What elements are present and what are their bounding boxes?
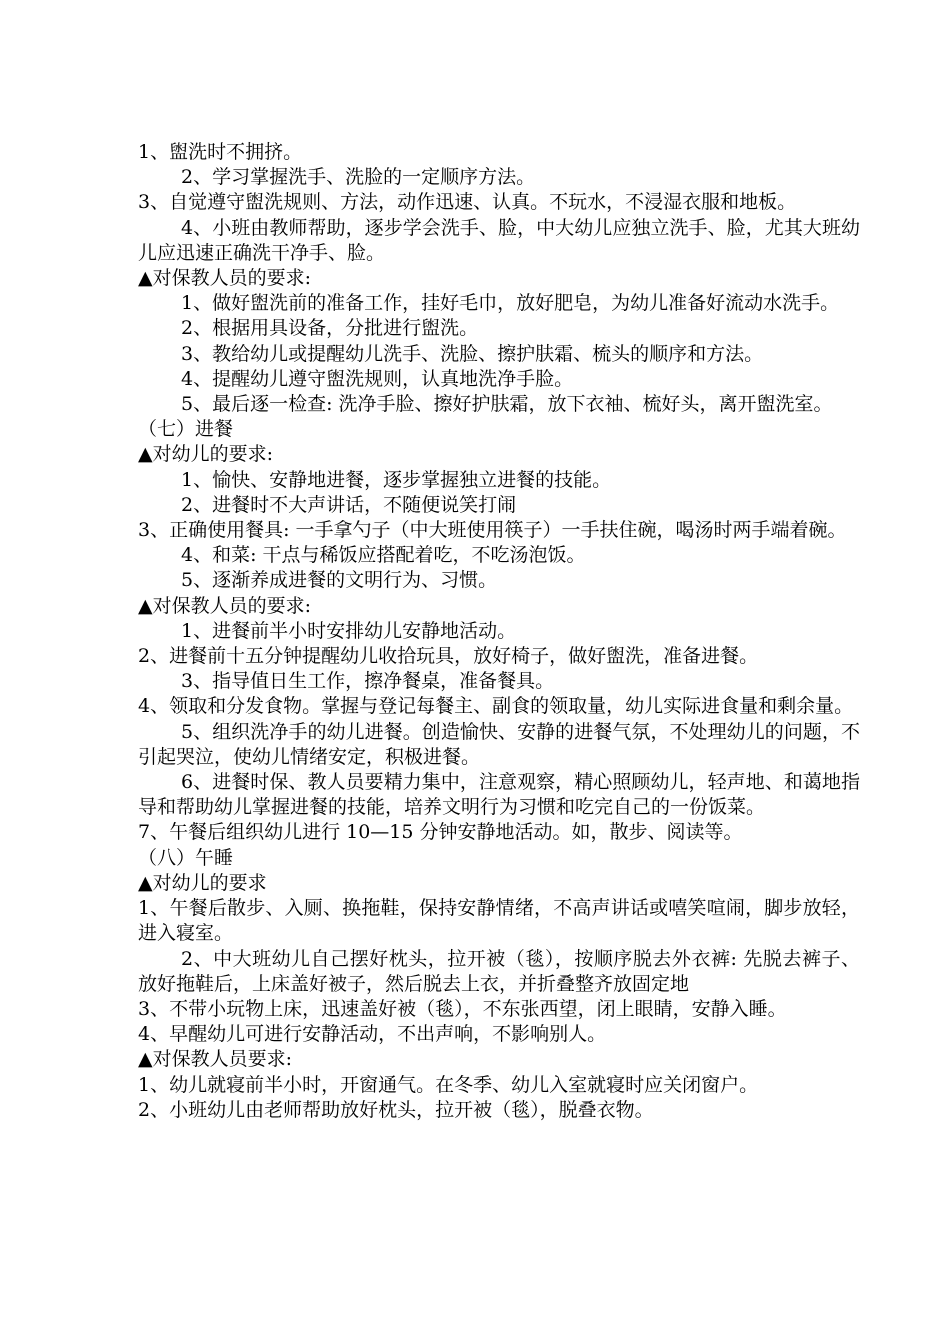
paragraph-13: 1、愉快、安静地进餐，逐步掌握独立进餐的技能。 <box>181 468 612 491</box>
paragraph-15: 3、正确使用餐具: 一手拿勺子（中大班使用筷子）一手扶住碗，喝汤时两手端着碗。 <box>138 519 847 542</box>
document-body <box>138 140 860 1123</box>
paragraph-9: 4、提醒幼儿遵守盥洗规则，认真地洗净手脸。 <box>181 367 574 390</box>
paragraph-17: 5、逐渐养成进餐的文明行为、习惯。 <box>181 569 498 592</box>
paragraph-34: 2、小班幼儿由老师帮助放好枕头，拉开被（毯），脱叠衣物。 <box>138 1098 654 1121</box>
staff-requirements-heading-1: ▲对保教人员的要求: <box>138 267 312 290</box>
paragraph-2: 2、学习掌握洗手、洗脸的一定顺序方法。 <box>181 166 536 189</box>
child-requirements-heading-2: ▲对幼儿的要求 <box>138 871 267 894</box>
paragraph-29: 2、中大班幼儿自己摆好枕头，拉开被（毯），按顺序脱去外衣裤: 先脱去裤子、放好拖鞋后，上床盖好被子，然后脱去上衣，并折叠整齐放固定地 <box>138 947 860 995</box>
section-heading-meal: （七）进餐 <box>138 418 234 441</box>
paragraph-7: 2、根据用具设备，分批进行盥洗。 <box>181 317 479 340</box>
paragraph-21: 3、指导值日生工作，擦净餐桌，准备餐具。 <box>181 670 555 693</box>
paragraph-19: 1、进餐前半小时安排幼儿安静地活动。 <box>181 619 517 642</box>
paragraph-22: 4、领取和分发食物。掌握与登记每餐主、副食的领取量，幼儿实际进食量和剩余量。 <box>138 695 854 718</box>
paragraph-6: 1、做好盥洗前的准备工作，挂好毛巾，放好肥皂，为幼儿准备好流动水洗手。 <box>181 292 840 315</box>
staff-requirements-heading-3: ▲对保教人员要求: <box>138 1048 293 1071</box>
paragraph-30: 3、不带小玩物上床，迅速盖好被（毯），不东张西望，闭上眼睛，安静入睡。 <box>138 997 787 1020</box>
paragraph-4: 4、小班由教师帮助，逐步学会洗手、脸，中大幼儿应独立洗手、脸，尤其大班幼儿应迅速正确洗干净手、脸。 <box>138 216 860 264</box>
section-heading-nap: （八）午睡 <box>138 846 234 869</box>
staff-requirements-heading-2: ▲对保教人员的要求: <box>138 594 312 617</box>
paragraph-8: 3、教给幼儿或提醒幼儿洗手、洗脸、擦护肤霜、梳头的顺序和方法。 <box>181 342 764 365</box>
paragraph-24: 6、进餐时保、教人员要精力集中，注意观察，精心照顾幼儿，轻声地、和蔼地指导和帮助幼儿掌握进餐的技能，培养文明行为习惯和吃完自己的一份饭菜。 <box>138 771 860 819</box>
paragraph-28: 1、午餐后散步、入厕、换拖鞋，保持安静情绪，不高声讲话或嘻笑喧闹，脚步放轻，进入寝室。 <box>138 897 860 945</box>
paragraph-10: 5、最后逐一检查: 洗净手脸、擦好护肤霜，放下衣袖、梳好头，离开盥洗室。 <box>181 393 833 416</box>
paragraph-20: 2、进餐前十五分钟提醒幼儿收拾玩具，放好椅子，做好盥洗，准备进餐。 <box>138 645 759 668</box>
paragraph-23: 5、组织洗净手的幼儿进餐。创造愉快、安静的进餐气氛，不处理幼儿的问题，不引起哭泣，使幼儿情绪安定，积极进餐。 <box>138 720 860 768</box>
paragraph-33: 1、幼儿就寝前半小时，开窗通气。在冬季、幼儿入室就寝时应关闭窗户。 <box>138 1073 759 1096</box>
paragraph-25: 7、午餐后组织幼儿进行 10—15 分钟安静地活动。如，散步、阅读等。 <box>138 821 743 844</box>
paragraph-31: 4、早醒幼儿可进行安静活动，不出声响，不影响别人。 <box>138 1023 607 1046</box>
child-requirements-heading-1: ▲对幼儿的要求: <box>138 443 274 466</box>
paragraph-3: 3、自觉遵守盥洗规则、方法，动作迅速、认真。不玩水，不浸湿衣服和地板。 <box>138 191 797 214</box>
paragraph-14: 2、进餐时不大声讲话，不随便说笑打闹 <box>181 493 517 516</box>
paragraph-16: 4、和菜: 干点与稀饭应搭配着吃，不吃汤泡饭。 <box>181 544 586 567</box>
paragraph-1: 1、盥洗时不拥挤。 <box>138 141 303 163</box>
